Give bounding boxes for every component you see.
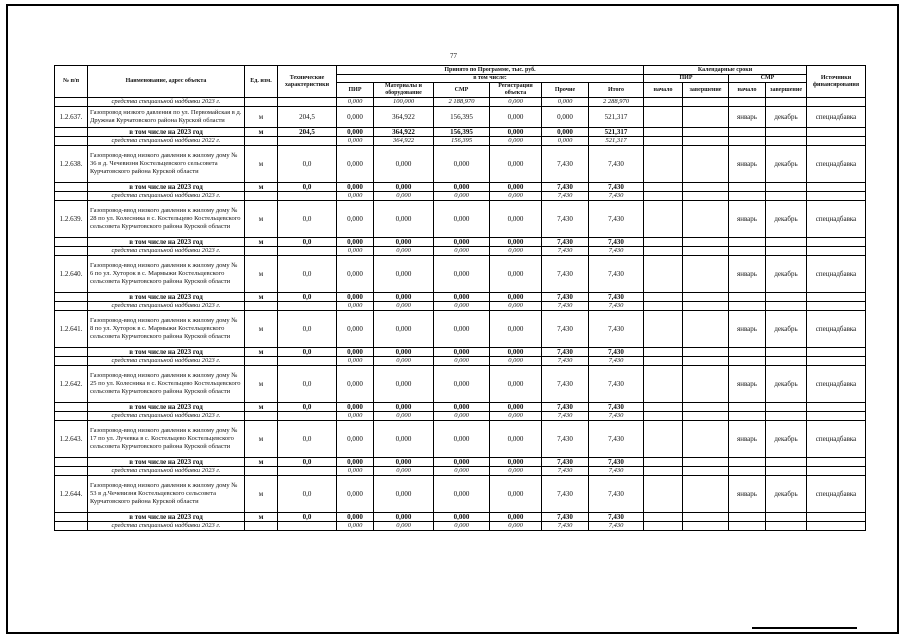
cell-mat: 0,000: [374, 522, 434, 531]
cell-total: 7,430: [589, 302, 644, 311]
cell-mat: 0,000: [374, 311, 434, 348]
table-row: [55, 366, 866, 403]
cell-reg: 0,000: [490, 513, 542, 522]
cell-other: 7,430: [542, 476, 589, 513]
cell-reg: 0,000: [490, 137, 542, 146]
cell-total: 521,317: [589, 128, 644, 137]
cell-unit: м: [245, 476, 278, 513]
cal-smr-start-header: начало: [729, 83, 766, 98]
cell-total: 7,430: [589, 467, 644, 476]
table-row: [55, 513, 866, 522]
cell-mat: 0,000: [374, 192, 434, 201]
cell-mat: 0,000: [374, 513, 434, 522]
cell-mat: 0,000: [374, 412, 434, 421]
cell-mat: 0,000: [374, 458, 434, 467]
cell-smr: 0,000: [434, 476, 490, 513]
table-row: [55, 412, 866, 421]
cell-tech: 0,0: [278, 146, 337, 183]
cell-mat: 0,000: [374, 467, 434, 476]
cell-name: Газопровод низкого давления по ул. Первомайская в д. Дружная Курчатовского района Курской области: [88, 107, 245, 128]
cell-pir: 0,000: [337, 458, 374, 467]
cell-smr: 0,000: [434, 513, 490, 522]
cell-reg: 0,000: [490, 98, 542, 107]
cell-total: 7,430: [589, 412, 644, 421]
cell-other: 0,000: [542, 137, 589, 146]
cell-total: 7,430: [589, 256, 644, 293]
cell-reg: 0,000: [490, 293, 542, 302]
cell-unit: м: [245, 128, 278, 137]
cell-total: 7,430: [589, 476, 644, 513]
cell-end: декабрь: [766, 256, 807, 293]
cell-unit: м: [245, 311, 278, 348]
cell-other: 7,430: [542, 348, 589, 357]
cell-name: Газопровод-ввод низкого давления к жилому дому № 53 в д.Чечевизня Костельцевского сельсовета Курчатовского района Курской области: [88, 476, 245, 513]
cell-smr: 0,000: [434, 412, 490, 421]
cell-reg: 0,000: [490, 357, 542, 366]
cell-no: 1.2.643.: [55, 421, 88, 458]
table-row: [55, 98, 866, 107]
row-label: в том числе на 2023 год: [88, 348, 245, 357]
cell-start: январь: [729, 476, 766, 513]
cell-unit: м: [245, 107, 278, 128]
table-row: [55, 476, 866, 513]
table-row: [55, 522, 866, 531]
cell-no: 1.2.638.: [55, 146, 88, 183]
cell-start: январь: [729, 366, 766, 403]
cell-pir: 0,000: [337, 311, 374, 348]
row-label: в том числе на 2023 год: [88, 238, 245, 247]
row-label: средства специальной надбавки 2023 г.: [88, 247, 245, 256]
cell-reg: 0,000: [490, 183, 542, 192]
cell-other: 7,430: [542, 403, 589, 412]
cell-total: 2 288,970: [589, 98, 644, 107]
table-row: [55, 137, 866, 146]
row-label: средства специальной надбавки 2023 г.: [88, 192, 245, 201]
cell-unit: м: [245, 238, 278, 247]
cell-reg: 0,000: [490, 467, 542, 476]
cell-mat: 0,000: [374, 238, 434, 247]
cell-other: 7,430: [542, 293, 589, 302]
row-label: средства специальной надбавки 2023 г.: [88, 467, 245, 476]
cell-mat: 0,000: [374, 403, 434, 412]
cell-mat: 364,922: [374, 137, 434, 146]
cell-total: 7,430: [589, 421, 644, 458]
cell-tech: 0,0: [278, 476, 337, 513]
cell-total: 521,317: [589, 137, 644, 146]
cell-smr: 156,395: [434, 137, 490, 146]
cell-unit: м: [245, 403, 278, 412]
cell-tech: 0,0: [278, 311, 337, 348]
row-label: средства специальной надбавки 2023 г.: [88, 522, 245, 531]
table-row: [55, 201, 866, 238]
cell-pir: 0,000: [337, 128, 374, 137]
cell-reg: 0,000: [490, 192, 542, 201]
table-row: [55, 357, 866, 366]
row-label: средства специальной надбавки 2022 г.: [88, 137, 245, 146]
table-row: [55, 348, 866, 357]
cell-other: 7,430: [542, 183, 589, 192]
cell-unit: м: [245, 513, 278, 522]
cell-pir: 0,000: [337, 256, 374, 293]
cell-other: 7,430: [542, 192, 589, 201]
cell-tech: 0,0: [278, 238, 337, 247]
cell-total: 7,430: [589, 513, 644, 522]
cell-other: 7,430: [542, 467, 589, 476]
col-other-header: Прочие: [542, 83, 589, 98]
cell-source: спецнадбавка: [807, 421, 866, 458]
row-label: средства специальной надбавки 2023 г.: [88, 412, 245, 421]
cal-pir-header: ПИР: [644, 75, 729, 83]
cell-tech: 0,0: [278, 366, 337, 403]
cell-reg: 0,000: [490, 146, 542, 183]
cell-no: 1.2.642.: [55, 366, 88, 403]
cell-smr: 0,000: [434, 256, 490, 293]
cell-tech: 0,0: [278, 403, 337, 412]
cell-tech: 0,0: [278, 458, 337, 467]
table-row: [55, 458, 866, 467]
cell-name: Газопровод-ввод низкого давления к жилому дому № 17 по ул. Лучевка в с. Костельцево Костельцевского сельсовета Курчатовского района Курской области: [88, 421, 245, 458]
cell-pir: 0,000: [337, 238, 374, 247]
col-no-header: № п/п: [55, 66, 88, 98]
cell-total: 7,430: [589, 366, 644, 403]
cell-start: январь: [729, 107, 766, 128]
cell-unit: м: [245, 366, 278, 403]
cell-smr: 0,000: [434, 311, 490, 348]
cell-tech: 0,0: [278, 421, 337, 458]
cell-tech: 0,0: [278, 256, 337, 293]
cell-end: декабрь: [766, 421, 807, 458]
cell-total: 7,430: [589, 183, 644, 192]
cell-other: 0,000: [542, 98, 589, 107]
cell-mat: 0,000: [374, 302, 434, 311]
table-row: [55, 107, 866, 128]
cell-tech: 0,0: [278, 513, 337, 522]
cell-total: 521,317: [589, 107, 644, 128]
cell-smr: 0,000: [434, 348, 490, 357]
row-label: в том числе на 2023 год: [88, 128, 245, 137]
cell-smr: 0,000: [434, 146, 490, 183]
cell-other: 7,430: [542, 238, 589, 247]
cell-pir: 0,000: [337, 201, 374, 238]
cell-smr: 0,000: [434, 302, 490, 311]
cell-pir: 0,000: [337, 137, 374, 146]
cal-smr-header: СМР: [729, 75, 807, 83]
cell-smr: 0,000: [434, 467, 490, 476]
table-row: [55, 421, 866, 458]
cell-unit: м: [245, 293, 278, 302]
cell-smr: 0,000: [434, 403, 490, 412]
cell-name: Газопровод-ввод низкого давления к жилому дому № 25 по ул. Колесника в с. Костельцево Костельцевского сельсовета Курчатовского района Курской области: [88, 366, 245, 403]
table-row: [55, 192, 866, 201]
cell-mat: 0,000: [374, 256, 434, 293]
row-label: средства специальной надбавки 2023 г.: [88, 302, 245, 311]
cell-total: 7,430: [589, 146, 644, 183]
cell-source: спецнадбавка: [807, 476, 866, 513]
cell-pir: 0,000: [337, 302, 374, 311]
cell-mat: 0,000: [374, 201, 434, 238]
table-row: [55, 311, 866, 348]
row-label: в том числе на 2023 год: [88, 458, 245, 467]
cell-total: 7,430: [589, 192, 644, 201]
cell-tech: 0,0: [278, 183, 337, 192]
calendar-group-header: Календарные сроки: [644, 66, 807, 75]
cell-reg: 0,000: [490, 247, 542, 256]
cell-other: 7,430: [542, 366, 589, 403]
cell-source: спецнадбавка: [807, 107, 866, 128]
cell-other: 7,430: [542, 421, 589, 458]
cell-mat: 0,000: [374, 421, 434, 458]
cell-smr: 156,395: [434, 107, 490, 128]
cell-pir: 0,000: [337, 98, 374, 107]
cell-mat: 0,000: [374, 247, 434, 256]
cell-mat: 0,000: [374, 476, 434, 513]
row-label: в том числе на 2023 год: [88, 183, 245, 192]
table-row: [55, 183, 866, 192]
cal-pir-end-header: завершение: [683, 83, 729, 98]
cell-smr: 0,000: [434, 201, 490, 238]
footer-rule: [752, 627, 857, 629]
cell-mat: 364,922: [374, 128, 434, 137]
cell-other: 7,430: [542, 412, 589, 421]
cell-pir: 0,000: [337, 513, 374, 522]
cell-reg: 0,000: [490, 421, 542, 458]
col-name-header: Наименование, адрес объекта: [88, 66, 245, 98]
cell-smr: 0,000: [434, 421, 490, 458]
cell-other: 0,000: [542, 128, 589, 137]
program-table: [54, 65, 866, 531]
cell-end: декабрь: [766, 146, 807, 183]
cell-other: 7,430: [542, 513, 589, 522]
cell-reg: 0,000: [490, 412, 542, 421]
cell-no: 1.2.641.: [55, 311, 88, 348]
cell-unit: м: [245, 201, 278, 238]
table-row: [55, 146, 866, 183]
cal-pir-start-header: начало: [644, 83, 683, 98]
cell-other: 7,430: [542, 256, 589, 293]
cell-smr: 0,000: [434, 238, 490, 247]
cal-smr-end-header: завершение: [766, 83, 807, 98]
cell-unit: м: [245, 183, 278, 192]
cell-pir: 0,000: [337, 522, 374, 531]
cell-pir: 0,000: [337, 293, 374, 302]
cell-reg: 0,000: [490, 128, 542, 137]
table-row: [55, 467, 866, 476]
cell-total: 7,430: [589, 458, 644, 467]
cell-other: 7,430: [542, 522, 589, 531]
cell-pir: 0,000: [337, 348, 374, 357]
cell-unit: м: [245, 458, 278, 467]
cell-smr: 0,000: [434, 192, 490, 201]
cell-smr: 0,000: [434, 366, 490, 403]
cell-smr: 0,000: [434, 357, 490, 366]
cell-no: 1.2.644.: [55, 476, 88, 513]
cell-name: Газопровод-ввод низкого давления к жилому дому № 36 в д. Чечевизня Костельцевского сельсовета Курчатовского района Курской области: [88, 146, 245, 183]
col-source-header: Источники финансирования: [807, 66, 866, 98]
cell-mat: 100,000: [374, 98, 434, 107]
cell-reg: 0,000: [490, 476, 542, 513]
cell-total: 7,430: [589, 403, 644, 412]
cell-start: январь: [729, 311, 766, 348]
table-row: [55, 128, 866, 137]
table-body: [55, 98, 866, 531]
cell-reg: 0,000: [490, 256, 542, 293]
cell-reg: 0,000: [490, 238, 542, 247]
row-label: средства специальной надбавки 2023 г.: [88, 98, 245, 107]
cell-reg: 0,000: [490, 458, 542, 467]
cell-pir: 0,000: [337, 366, 374, 403]
program-group-header: Принято по Программе, тыс. руб.: [337, 66, 644, 75]
col-reg-header: Регистрация объекта: [490, 83, 542, 98]
incl-subheader: в том числе:: [337, 75, 644, 83]
cell-source: спецнадбавка: [807, 256, 866, 293]
cell-mat: 0,000: [374, 348, 434, 357]
cell-mat: 0,000: [374, 293, 434, 302]
col-total-header: Итого: [589, 83, 644, 98]
row-label: в том числе на 2023 год: [88, 513, 245, 522]
cell-reg: 0,000: [490, 366, 542, 403]
cell-smr: 156,395: [434, 128, 490, 137]
cell-mat: 0,000: [374, 366, 434, 403]
cell-other: 7,430: [542, 247, 589, 256]
table-row: [55, 302, 866, 311]
cell-pir: 0,000: [337, 146, 374, 183]
cell-tech: 204,5: [278, 128, 337, 137]
cell-mat: 0,000: [374, 183, 434, 192]
cell-smr: 2 188,970: [434, 98, 490, 107]
cell-start: январь: [729, 201, 766, 238]
table-row: [55, 256, 866, 293]
table-row: [55, 403, 866, 412]
cell-unit: м: [245, 421, 278, 458]
cell-reg: 0,000: [490, 201, 542, 238]
cell-end: декабрь: [766, 201, 807, 238]
cell-name: Газопровод-ввод низкого давления к жилому дому № 6 по ул. Хуторок в с. Мармыжи Костельцевского сельсовета Курчатовского района Курской области: [88, 256, 245, 293]
cell-total: 7,430: [589, 522, 644, 531]
cell-smr: 0,000: [434, 522, 490, 531]
col-unit-header: Ед. изм.: [245, 66, 278, 98]
col-mat-header: Материалы и оборудование: [374, 83, 434, 98]
cell-unit: м: [245, 146, 278, 183]
col-pir-header: ПИР: [337, 83, 374, 98]
cell-reg: 0,000: [490, 522, 542, 531]
cell-tech: 0,0: [278, 293, 337, 302]
cell-name: Газопровод-ввод низкого давления к жилому дому № 8 по ул. Хуторок в с. Мармыжи Костельцевского сельсовета Курчатовского района Курской области: [88, 311, 245, 348]
cell-mat: 0,000: [374, 357, 434, 366]
cell-source: спецнадбавка: [807, 366, 866, 403]
table-row: [55, 238, 866, 247]
cell-total: 7,430: [589, 293, 644, 302]
row-label: в том числе на 2023 год: [88, 293, 245, 302]
cell-name: Газопровод-ввод низкого давления к жилому дому № 28 по ул. Колесника в с. Костельцево Костельцевского сельсовета Курчатовского района Курской области: [88, 201, 245, 238]
cell-source: спецнадбавка: [807, 311, 866, 348]
cell-unit: м: [245, 256, 278, 293]
cell-end: декабрь: [766, 476, 807, 513]
cell-source: спецнадбавка: [807, 201, 866, 238]
cell-other: 7,430: [542, 311, 589, 348]
cell-no: 1.2.639.: [55, 201, 88, 238]
col-smr-header: СМР: [434, 83, 490, 98]
cell-other: 0,000: [542, 107, 589, 128]
cell-pir: 0,000: [337, 467, 374, 476]
cell-pir: 0,000: [337, 183, 374, 192]
cell-pir: 0,000: [337, 412, 374, 421]
cell-total: 7,430: [589, 201, 644, 238]
cell-other: 7,430: [542, 302, 589, 311]
table-row: [55, 293, 866, 302]
cell-other: 7,430: [542, 458, 589, 467]
cell-tech: 204,5: [278, 107, 337, 128]
cell-no: 1.2.640.: [55, 256, 88, 293]
cell-other: 7,430: [542, 357, 589, 366]
cell-total: 7,430: [589, 311, 644, 348]
cell-total: 7,430: [589, 357, 644, 366]
cell-start: январь: [729, 146, 766, 183]
table-row: [55, 247, 866, 256]
cell-total: 7,430: [589, 348, 644, 357]
cell-pir: 0,000: [337, 107, 374, 128]
row-label: в том числе на 2023 год: [88, 403, 245, 412]
cell-smr: 0,000: [434, 293, 490, 302]
cell-reg: 0,000: [490, 403, 542, 412]
page-number: 77: [450, 52, 457, 60]
cell-pir: 0,000: [337, 357, 374, 366]
cell-smr: 0,000: [434, 458, 490, 467]
cell-other: 7,430: [542, 146, 589, 183]
cell-total: 7,430: [589, 238, 644, 247]
cell-pir: 0,000: [337, 421, 374, 458]
cell-end: декабрь: [766, 366, 807, 403]
cell-smr: 0,000: [434, 183, 490, 192]
cell-reg: 0,000: [490, 107, 542, 128]
cell-tech: 0,0: [278, 348, 337, 357]
row-label: средства специальной надбавки 2023 г.: [88, 357, 245, 366]
cell-pir: 0,000: [337, 403, 374, 412]
cell-source: спецнадбавка: [807, 146, 866, 183]
cell-end: декабрь: [766, 107, 807, 128]
cell-smr: 0,000: [434, 247, 490, 256]
cell-unit: м: [245, 348, 278, 357]
cell-pir: 0,000: [337, 192, 374, 201]
cell-mat: 0,000: [374, 146, 434, 183]
cell-reg: 0,000: [490, 348, 542, 357]
cell-reg: 0,000: [490, 302, 542, 311]
cell-no: 1.2.637.: [55, 107, 88, 128]
cell-tech: 0,0: [278, 201, 337, 238]
cell-start: январь: [729, 421, 766, 458]
cell-start: январь: [729, 256, 766, 293]
cell-reg: 0,000: [490, 311, 542, 348]
cell-pir: 0,000: [337, 247, 374, 256]
cell-total: 7,430: [589, 247, 644, 256]
cell-mat: 364,922: [374, 107, 434, 128]
col-tech-header: Технические характеристики: [278, 66, 337, 98]
cell-end: декабрь: [766, 311, 807, 348]
cell-pir: 0,000: [337, 476, 374, 513]
cell-other: 7,430: [542, 201, 589, 238]
